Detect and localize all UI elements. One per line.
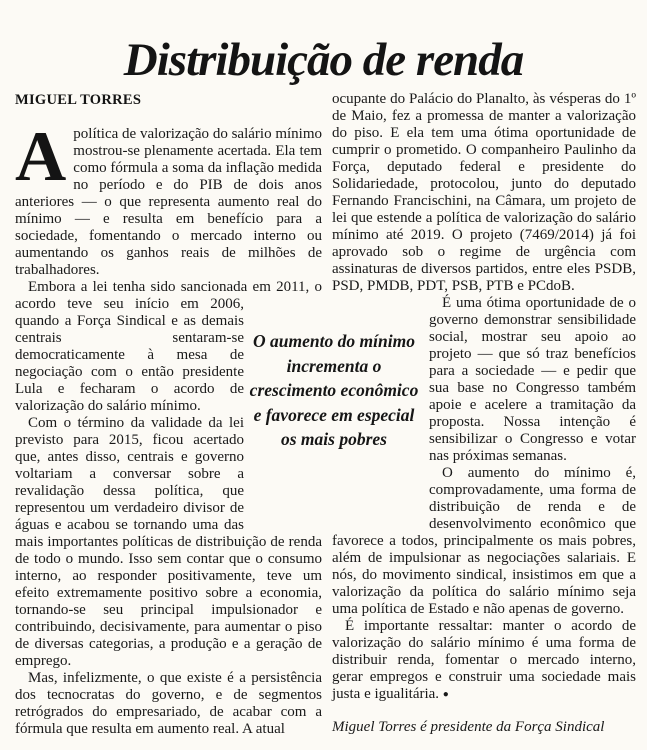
- paragraph: Com o término da validade da lei previsto para 2015, ficou acertado que, antes disso, centrais e governo voltariam a conversar sobre a revalidação dessa política, que representou um verdadeiro divisor de águas e acabou se tornando uma das mais importantes políticas de distribuição de renda de todo o mundo. Isso sem contar que o consumo interno, ao responder positivamente, teve um efeito extremamente positivo sobre a economia, tornando-se seu principal impulsionador e contribuindo, decisivamente, para aumentar o piso de diversas categorias, a produção e a geração de emprego.: [15, 415, 322, 669]
- pull-quote: O aumento do mínimo incrementa o crescimento econômico e favorece em especial os mais pobres: [249, 331, 419, 449]
- end-of-article-mark: ●: [442, 689, 449, 700]
- author-signature: Miguel Torres é presidente da Força Sindical: [332, 719, 605, 735]
- paragraph-text: política de valorização do salário mínimo mostrou-se plenamente acertada. Ela tem como fórmula a soma da inflação medida no período e do PIB de dois anos anteriores — o que representa aumento real do mínimo — e resulta em benefício para a sociedade, fomentando o mercado interno ou aumentando os ganhos reais de milhões de trabalhadores.: [15, 126, 322, 278]
- paragraph-text: É importante ressaltar: manter o acordo de valorização do salário mínimo é uma forma de distribuir renda, fomentar o mercado interno, gerar empregos e construir uma sociedade mais justa e igualitária.: [332, 618, 636, 702]
- paragraph: [332, 618, 636, 703]
- drop-cap: A: [15, 118, 67, 196]
- byline: MIGUEL TORRES: [15, 92, 142, 108]
- page-title: Distribuição de renda: [123, 34, 524, 87]
- paragraph: Embora a lei tenha sido sancionada em 2011, o acordo teve seu início em 2006, quando a Força Sindical e as demais centrais sentaram-se democraticamente à mesa de negociação com o então presidente Lula e fecharam o acordo de valorização do salário mínimo.: [15, 279, 322, 414]
- paragraph: É uma ótima oportunidade de o governo demonstrar sensibilidade social, mostrar seu apoio ao projeto — que só traz benefícios para a sociedade — e pedir que sua base no Congresso também apoie e acelere a tramitação da proposta. Nossa intenção é sensibilizar o Congresso e votar nas próximas semanas.: [429, 295, 636, 464]
- paragraph: [15, 118, 322, 279]
- paragraph: O aumento do mínimo é, comprovadamente, uma forma de distribuição de renda e de desenvolvimento econômico que favorece a todos, principalmente os mais pobres, além de impulsionar as negociações salariais. E nós, do movimento sindical, insistimos em que a valorização da política do salário mínimo seja uma política de Estado e não apenas de governo.: [332, 465, 636, 617]
- paragraph: Mas, infelizmente, o que existe é a persistência dos tecnocratas do governo, e de segmentos retrógrados do empresariado, de acabar com a fórmula que resulta em aumento real. A atual: [15, 670, 322, 737]
- paragraph: ocupante do Palácio do Planalto, às vésperas do 1º de Maio, fez a promessa de manter a valorização do piso. E ela tem uma ótima oportunidade de cumprir o prometido. O companheiro Paulinho da Força, deputado federal e presidente do Solidariedade, protocolou, junto do deputado Fernando Francischini, na Câmara, um projeto de lei que estende a política de valorização do salário mínimo até 2019. O projeto (7469/2014) já foi aprovado sob o regime de urgência com assinaturas de diversos partidos, entre eles PSDB, PSD, PMDB, PDT, PSB, PTB e PCdoB.: [332, 91, 636, 294]
